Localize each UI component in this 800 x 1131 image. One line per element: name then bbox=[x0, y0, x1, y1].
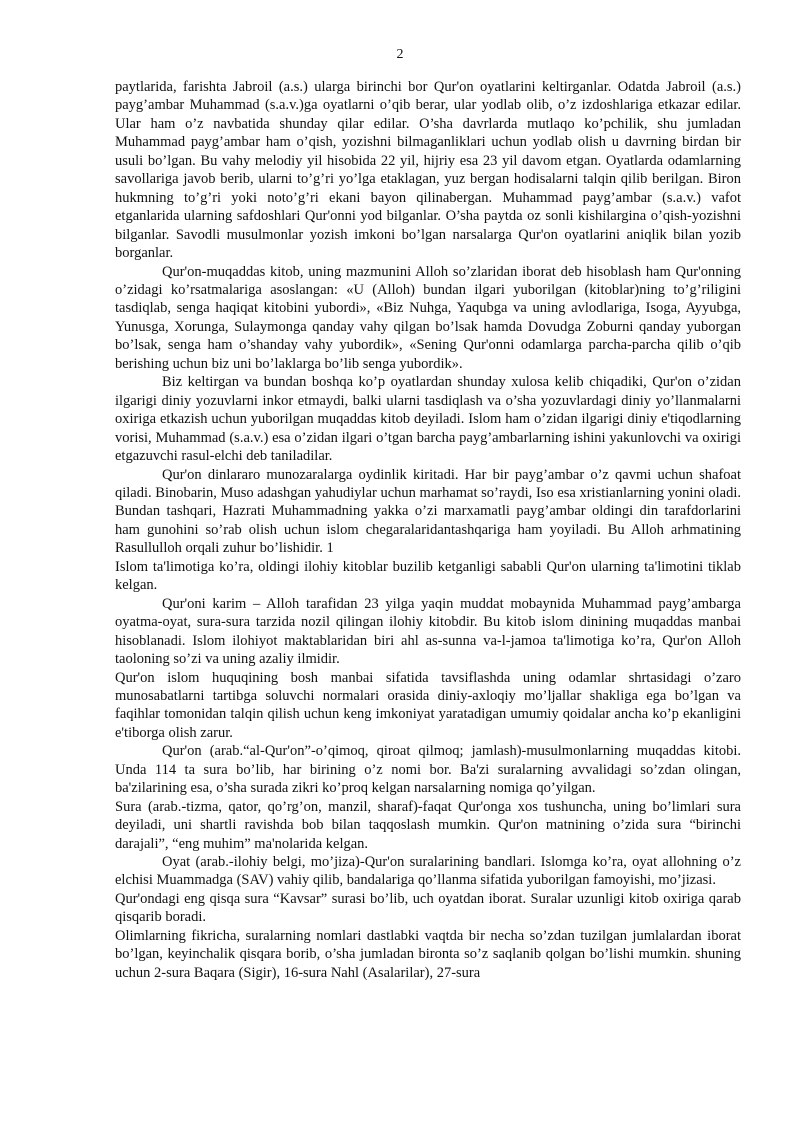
page-number: 2 bbox=[396, 47, 404, 62]
paragraph-10: Oyat (arab.-ilohiy belgi, mo’jiza)-Qur'on suralarining bandlari. Islomga ko’ra, oyat allohning o’z elchisi Muammadga (SAV) vahiy qilib, bandalariga qo’llanma sifatida yuborilgan famoyishi, mo’jizasi. bbox=[115, 854, 741, 889]
paragraph-5: Islom ta'limotiga ko’ra, oldingi ilohiy kitoblar buzilib ketganligi sababli Qur'on ularning ta'limotini tiklab kelgan. bbox=[115, 558, 741, 594]
paragraph-12: Olimlarning fikricha, suralarning nomlari dastlabki vaqtda bir necha so’zdan tuzilgan jumlalardan iborat bo’lgan, keyinchalik qisqara borib, o’sha jumladan bironta so’z saqlanib qolgan bo’lishi mumkin. shuning uchun 2-sura Baqara (Sigir), 16-sura Nahl (Asalarilar), 27-sura bbox=[115, 927, 741, 981]
document-body bbox=[115, 78, 741, 982]
paragraph-4: Qur'on dinlararo munozaralarga oydinlik kiritadi. Har bir payg’ambar o’z qavmi uchun shafoat qiladi. Binobarin, Muso adashgan yahudiylar uchun marhamat so’raydi, Iso esa xristianlarning yonini oladi. Bundan tashqari, Hazrati Muhammadning yakka o’zi marxamatli payg’ambar oldingi din tarafdorlarini ham gunohini so’rab olish uchun islom chegaralaridantashqariga ham yoyiladi. Bu Alloh arhmatining Rasullulloh orqali zuhur bo’lishidir. 1 bbox=[115, 466, 741, 557]
paragraph-2: Qur'on-muqaddas kitob, uning mazmunini Alloh so’zlaridan iborat deb hisoblash ham Qur'onning o’zidagi ko’rsatmalariga asoslangan: «U (Alloh) bundan ilgari yuborilgan (kitoblar)ning to’g’riligini tasdiqlab, senga haqiqat kitobini yubordi», «Biz Nuhga, Yaqubga va uning avlodlariga, Isoga, Ayyubga, Yunusga, Xorunga, Sulaymonga qanday vahy qilgan bo’lsak hamda Dovudga Zoburni qanday yuborgan bo’lsak, senga ham o’shanday vahy yubordik», «Sening Qur'onni odamlarga parcha-parcha qilib o’qib berishing uchun biz uni bo’laklarga bo’lib senga yubordik». bbox=[115, 263, 741, 372]
paragraph-8: Qur'on (arab.“al-Qur'on”-o’qimoq, qiroat qilmoq; jamlash)-musulmonlarning muqaddas kitobi. Unda 114 ta sura bo’lib, har birining o’z nomi bor. Ba'zi suralarning avvalidagi so’zdan olingan, ba'zilarining esa, o’sha surada zikri ko’proq kelgan narsalarning nomiga qo’yilgan. bbox=[115, 743, 741, 797]
paragraph-3: Biz keltirgan va bundan boshqa ko’p oyatlardan shunday xulosa kelib chiqadiki, Qur'on o’zidan ilgarigi diniy yozuvlarni inkor etmaydi, balki ularni tasdiqlash va o’sha yozuvlardagi diniy yo’llanmalarni oxiriga etkazish uchun yuborilgan muqaddas kitob deyiladi. Islom ham o’zidan ilgarigi diniy e'tiqodlarning vorisi, Muhammad (s.a.v.) esa o’zidan ilgari o’tgan barcha payg’ambarlarning ishini yakunlovchi va oxirigi etgazuvchi rasul-elchi deb taniladilar. bbox=[115, 374, 741, 465]
paragraph-1: paytlarida, farishta Jabroil (a.s.) ularga birinchi bor Qur'on oyatlarini keltirganlar. Odatda Jabroil (a.s.) payg’ambar Muhammad (s.a.v.)ga oyatlarni o’qib berar, ular yodlab olib, o’z izdoshlariga etkazar edilar. Ular ham o’z navbatida shunday qilar edilar. O’sha davrlarda mutlaqo ko’pchilik, shu jumladan Muhammad payg’ambar ham o’qish, yozishni bilmaganliklari uchun yodlab olish u davrning birdan bir usuli bo’lgan. Bu vahy melodiy yil hisobida 22 yil, hijriy esa 23 yil davom etgan. Oyatlarda odamlarning savollariga javob berib, ularni to’g’ri yo’lga etaklagan, yuz bergan hodisalarni talqin qilib berilgan. Biron hukmning to’g’ri yoki noto’g’ri ekani bayon qilinabergan. Muhammad payg’ambar (s.a.v.) vafot etganlarida ularning safdoshlari Qur'onni yod bilganlar. O’sha paytda oz sonli kishilargina o’qish-yozishni bilganlar. Savodli musulmonlar yozish imkoni bo’lgan narsalarga Qur'on oyatlarini aniqlik bilan yozib borganlar. bbox=[115, 79, 741, 262]
paragraph-7: Qur'on islom huquqining bosh manbai sifatida tavsiflashda uning odamlar shrtasidagi o’zaro munosabatlarni tartibga soluvchi normalari orasida diniy-axloqiy mo’ljallar shakliga ega bo’lgan va faqihlar tomonidan talqin qilish uchun keng imkoniyat yaratadigan umumiy qoidalar ancha ko’p ekanligini e'tiborga olish zarur. bbox=[115, 669, 741, 741]
paragraph-9: Sura (arab.-tizma, qator, qo’rg’on, manzil, sharaf)-faqat Qur'onga xos tushuncha, uning bo’limlari sura deyiladi, uni shartli ravishda bob bilan taqqoslash mumkin. Qur'on matnining o’zida sura “birinchi darajali”, “eng muhim” ma'nolarida kelgan. bbox=[115, 798, 741, 852]
paragraph-11: Qur'ondagi eng qisqa sura “Kavsar” surasi bo’lib, uch oyatdan iborat. Suralar uzunligi kitob oxiriga qarab qisqarib boradi. bbox=[115, 890, 741, 926]
paragraph-6: Qur'oni karim – Alloh tarafidan 23 yilga yaqin muddat mobaynida Muhammad payg’ambarga oyatma-oyat, sura-sura tarzida nozil qilingan ilohiy kitobdir. Bu kitob islom dinining muqaddas manbai hisoblanadi. Islom ilohiyot maktablaridan biri ahl as-sunna va-l-jamoa ta'limotiga ko’ra, Qur'on Alloh taoloning so’zi va uning azaliy ilmidir. bbox=[115, 595, 741, 668]
